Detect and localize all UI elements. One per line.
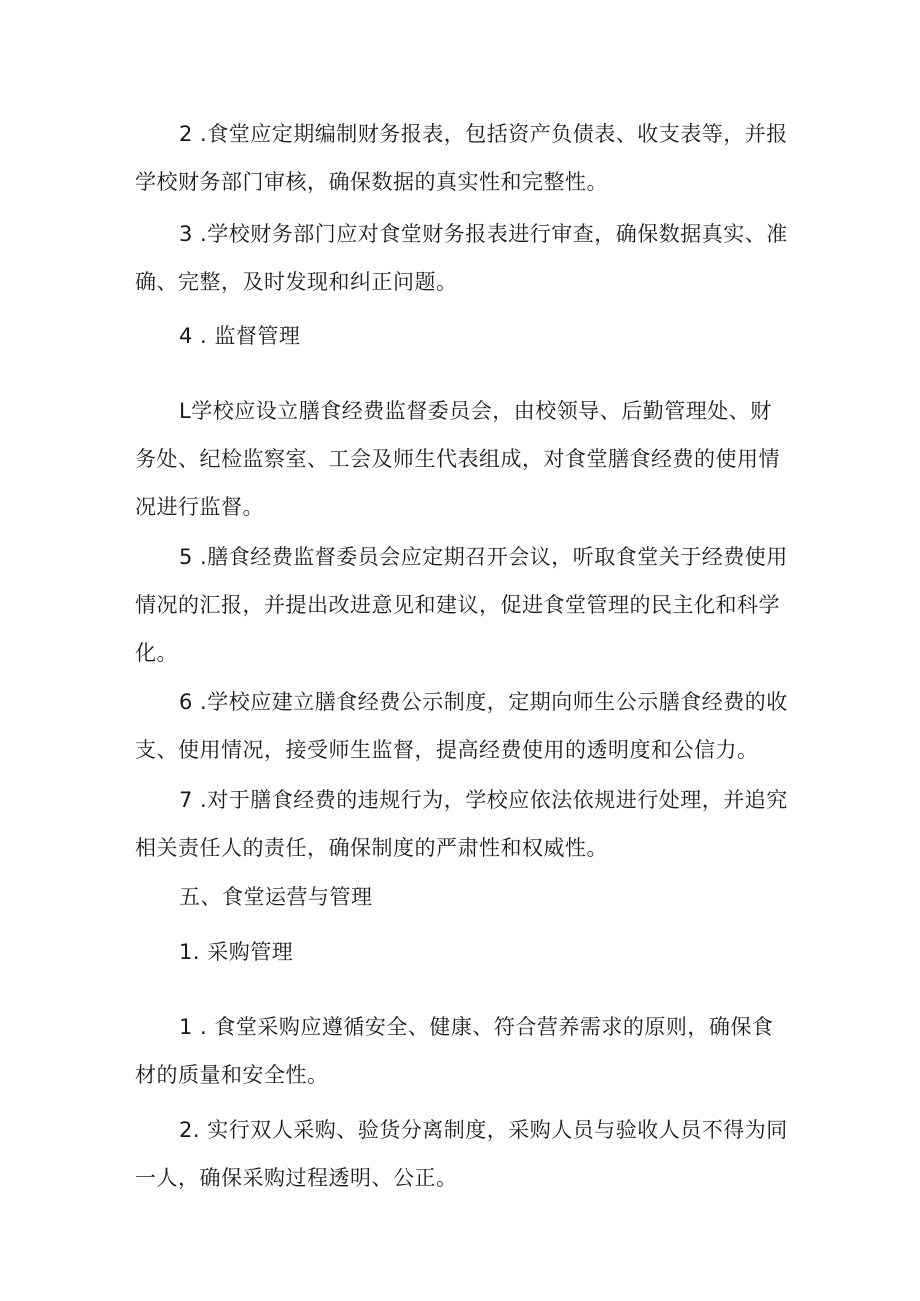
paragraph-7: 7 .对于膳食经费的违规行为，学校应依法依规进行处理，并追究相关责任人的责任，确保制度的严肃性和权威性。 — [135, 788, 788, 860]
paragraph-purchase-1: 1 . 食堂采购应遵循安全、健康、符合营养需求的原则，确保食材的质量和安全性。 — [135, 1015, 774, 1087]
paragraph-purchase-2: 2. 实行双人采购、验货分离制度，采购人员与验收人员不得为同一人，确保采购过程透明、公正。 — [135, 1118, 788, 1190]
section-heading-5: 五、食堂运营与管理 — [179, 885, 373, 909]
subheading-purchasing: 1. 采购管理 — [179, 940, 294, 964]
heading-supervision: 4 . 监督管理 — [179, 324, 301, 348]
paragraph-6: 6 .学校应建立膳食经费公示制度，定期向师生公示膳食经费的收支、使用情况，接受师生监督，提高经费使用的透明度和公信力。 — [135, 690, 788, 762]
paragraph-2: 2 .食堂应定期编制财务报表，包括资产负债表、收支表等，并报学校财务部门审核，确保数据的真实性和完整性。 — [135, 122, 788, 194]
paragraph-committee: L学校应设立膳食经费监督委员会，由校领导、后勤管理处、财务处、纪检监察室、工会及师生代表组成，对食堂膳食经费的使用情况进行监督。 — [135, 399, 780, 519]
paragraph-3: 3 .学校财务部门应对食堂财务报表进行审查，确保数据真实、准确、完整，及时发现和纠正问题。 — [135, 222, 788, 294]
paragraph-5: 5 .膳食经费监督委员会应定期召开会议，听取食堂关于经费使用情况的汇报，并提出改进意见和建议，促进食堂管理的民主化和科学化。 — [135, 545, 788, 665]
